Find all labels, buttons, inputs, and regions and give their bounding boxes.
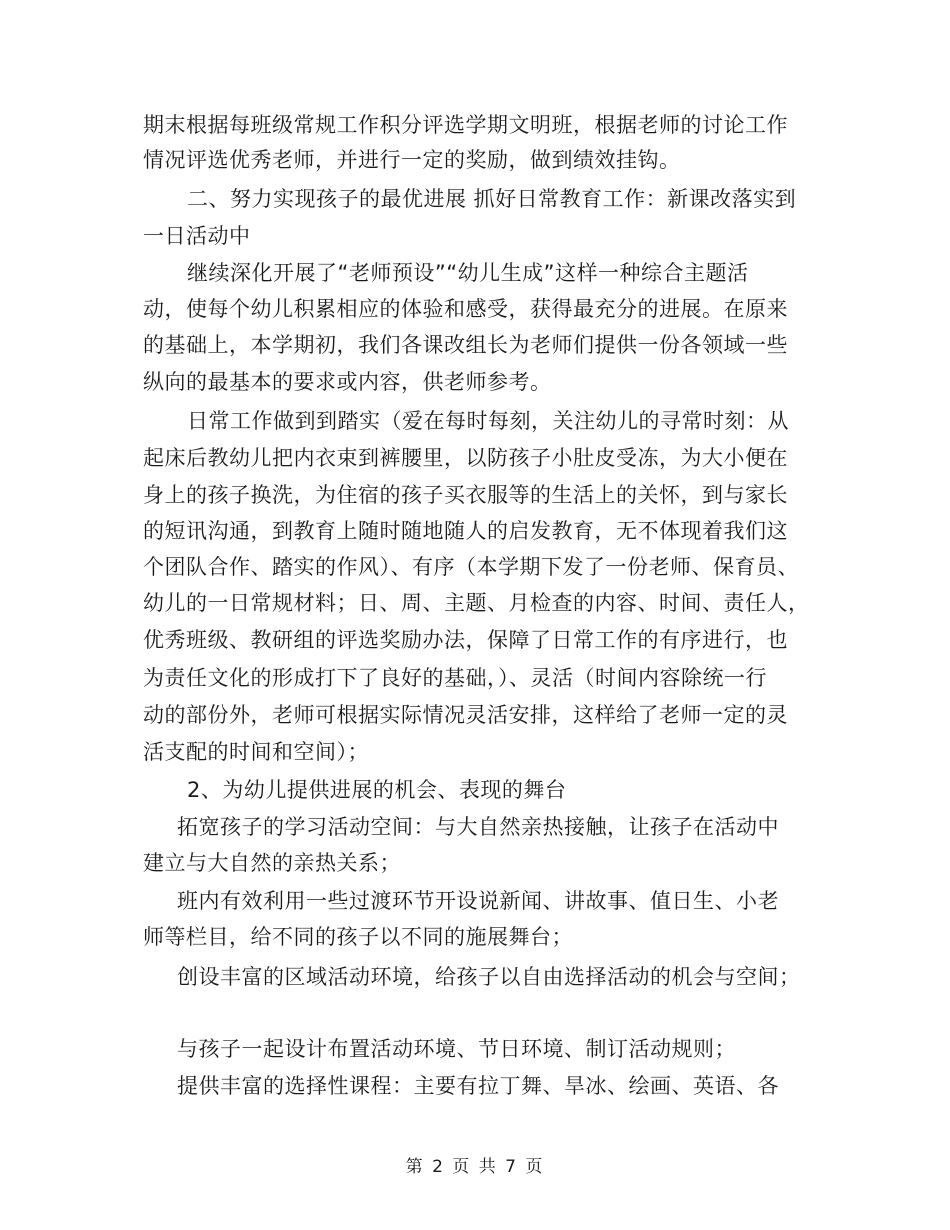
text-line: 班内有效利用一些过渡环节开设说新闻、讲故事、值日生、小老: [177, 889, 779, 913]
text-line: 日常工作做到到踏实（爱在每时每刻，关注幼儿的寻常时刻：从: [187, 409, 789, 433]
text-line: 幼儿的一日常规材料；日、周、主题、月检查的内容、时间、责任人，: [143, 591, 810, 615]
text-line: 的基础上，本学期初，我们各课改组长为老师们提供一份各领域一些: [143, 333, 788, 357]
text-line: 个团队合作、踏实的作风）、有序（本学期下发了一份老师、保育员、: [143, 555, 799, 579]
text-line: 继续深化开展了“老师预设”“幼儿生成”这样一种综合主题活: [187, 261, 749, 285]
text-line: 为责任文化的形成打下了良好的基础，）、灵活（时间内容除统一行: [143, 666, 767, 690]
text-line: 动的部份外，老师可根据实际情况灵活安排，这样给了老师一定的灵: [143, 703, 788, 727]
text-line: 师等栏目，给不同的孩子以不同的施展舞台；: [143, 925, 573, 949]
text-line: 优秀班级、教研组的评选奖励办法，保障了日常工作的有序进行，也: [143, 628, 788, 652]
text-line: 创设丰富的区域活动环境，给孩子以自由选择活动的机会与空间；: [177, 965, 801, 989]
section-heading-cont: 一日活动中: [143, 224, 251, 248]
text-line: 与孩子一起设计布置活动环境、节日环境、制订活动规则；: [177, 1037, 736, 1061]
text-line: 纵向的最基本的要求或内容，供老师参考。: [143, 370, 552, 394]
page-number: 第 2 页 共 7 页: [405, 1157, 545, 1177]
text-line: 动，使每个幼儿积累相应的体验和感受，获得最充分的进展。在原来: [143, 297, 788, 321]
subsection-heading: 2、为幼儿提供进展的机会、表现的舞台: [187, 778, 567, 802]
text-line: 期末根据每班级常规工作积分评选学期文明班，根据老师的讨论工作: [143, 113, 788, 137]
text-line: 的短讯沟通，到教育上随时随地随人的启发教育，无不体现着我们这: [143, 519, 788, 543]
text-line: 建立与大自然的亲热关系；: [143, 851, 401, 875]
text-line: 起床后教幼儿把内衣束到裤腰里，以防孩子小肚皮受冻，为大小便在: [143, 446, 788, 470]
text-line: 拓宽孩子的学习活动空间：与大自然亲热接触，让孩子在活动中: [177, 815, 779, 839]
text-line: 提供丰富的选择性课程：主要有拉丁舞、旱冰、绘画、英语、各: [177, 1074, 779, 1098]
text-line: 情况评选优秀老师，并进行一定的奖励，做到绩效挂钩。: [143, 148, 681, 172]
text-line: 活支配的时间和空间）；: [143, 740, 369, 764]
section-heading: 二、努力实现孩子的最优进展 抓好日常教育工作：新课改落实到: [187, 187, 797, 211]
text-line: 身上的孩子换洗，为住宿的孩子买衣服等的生活上的关怀，到与家长: [143, 483, 788, 507]
